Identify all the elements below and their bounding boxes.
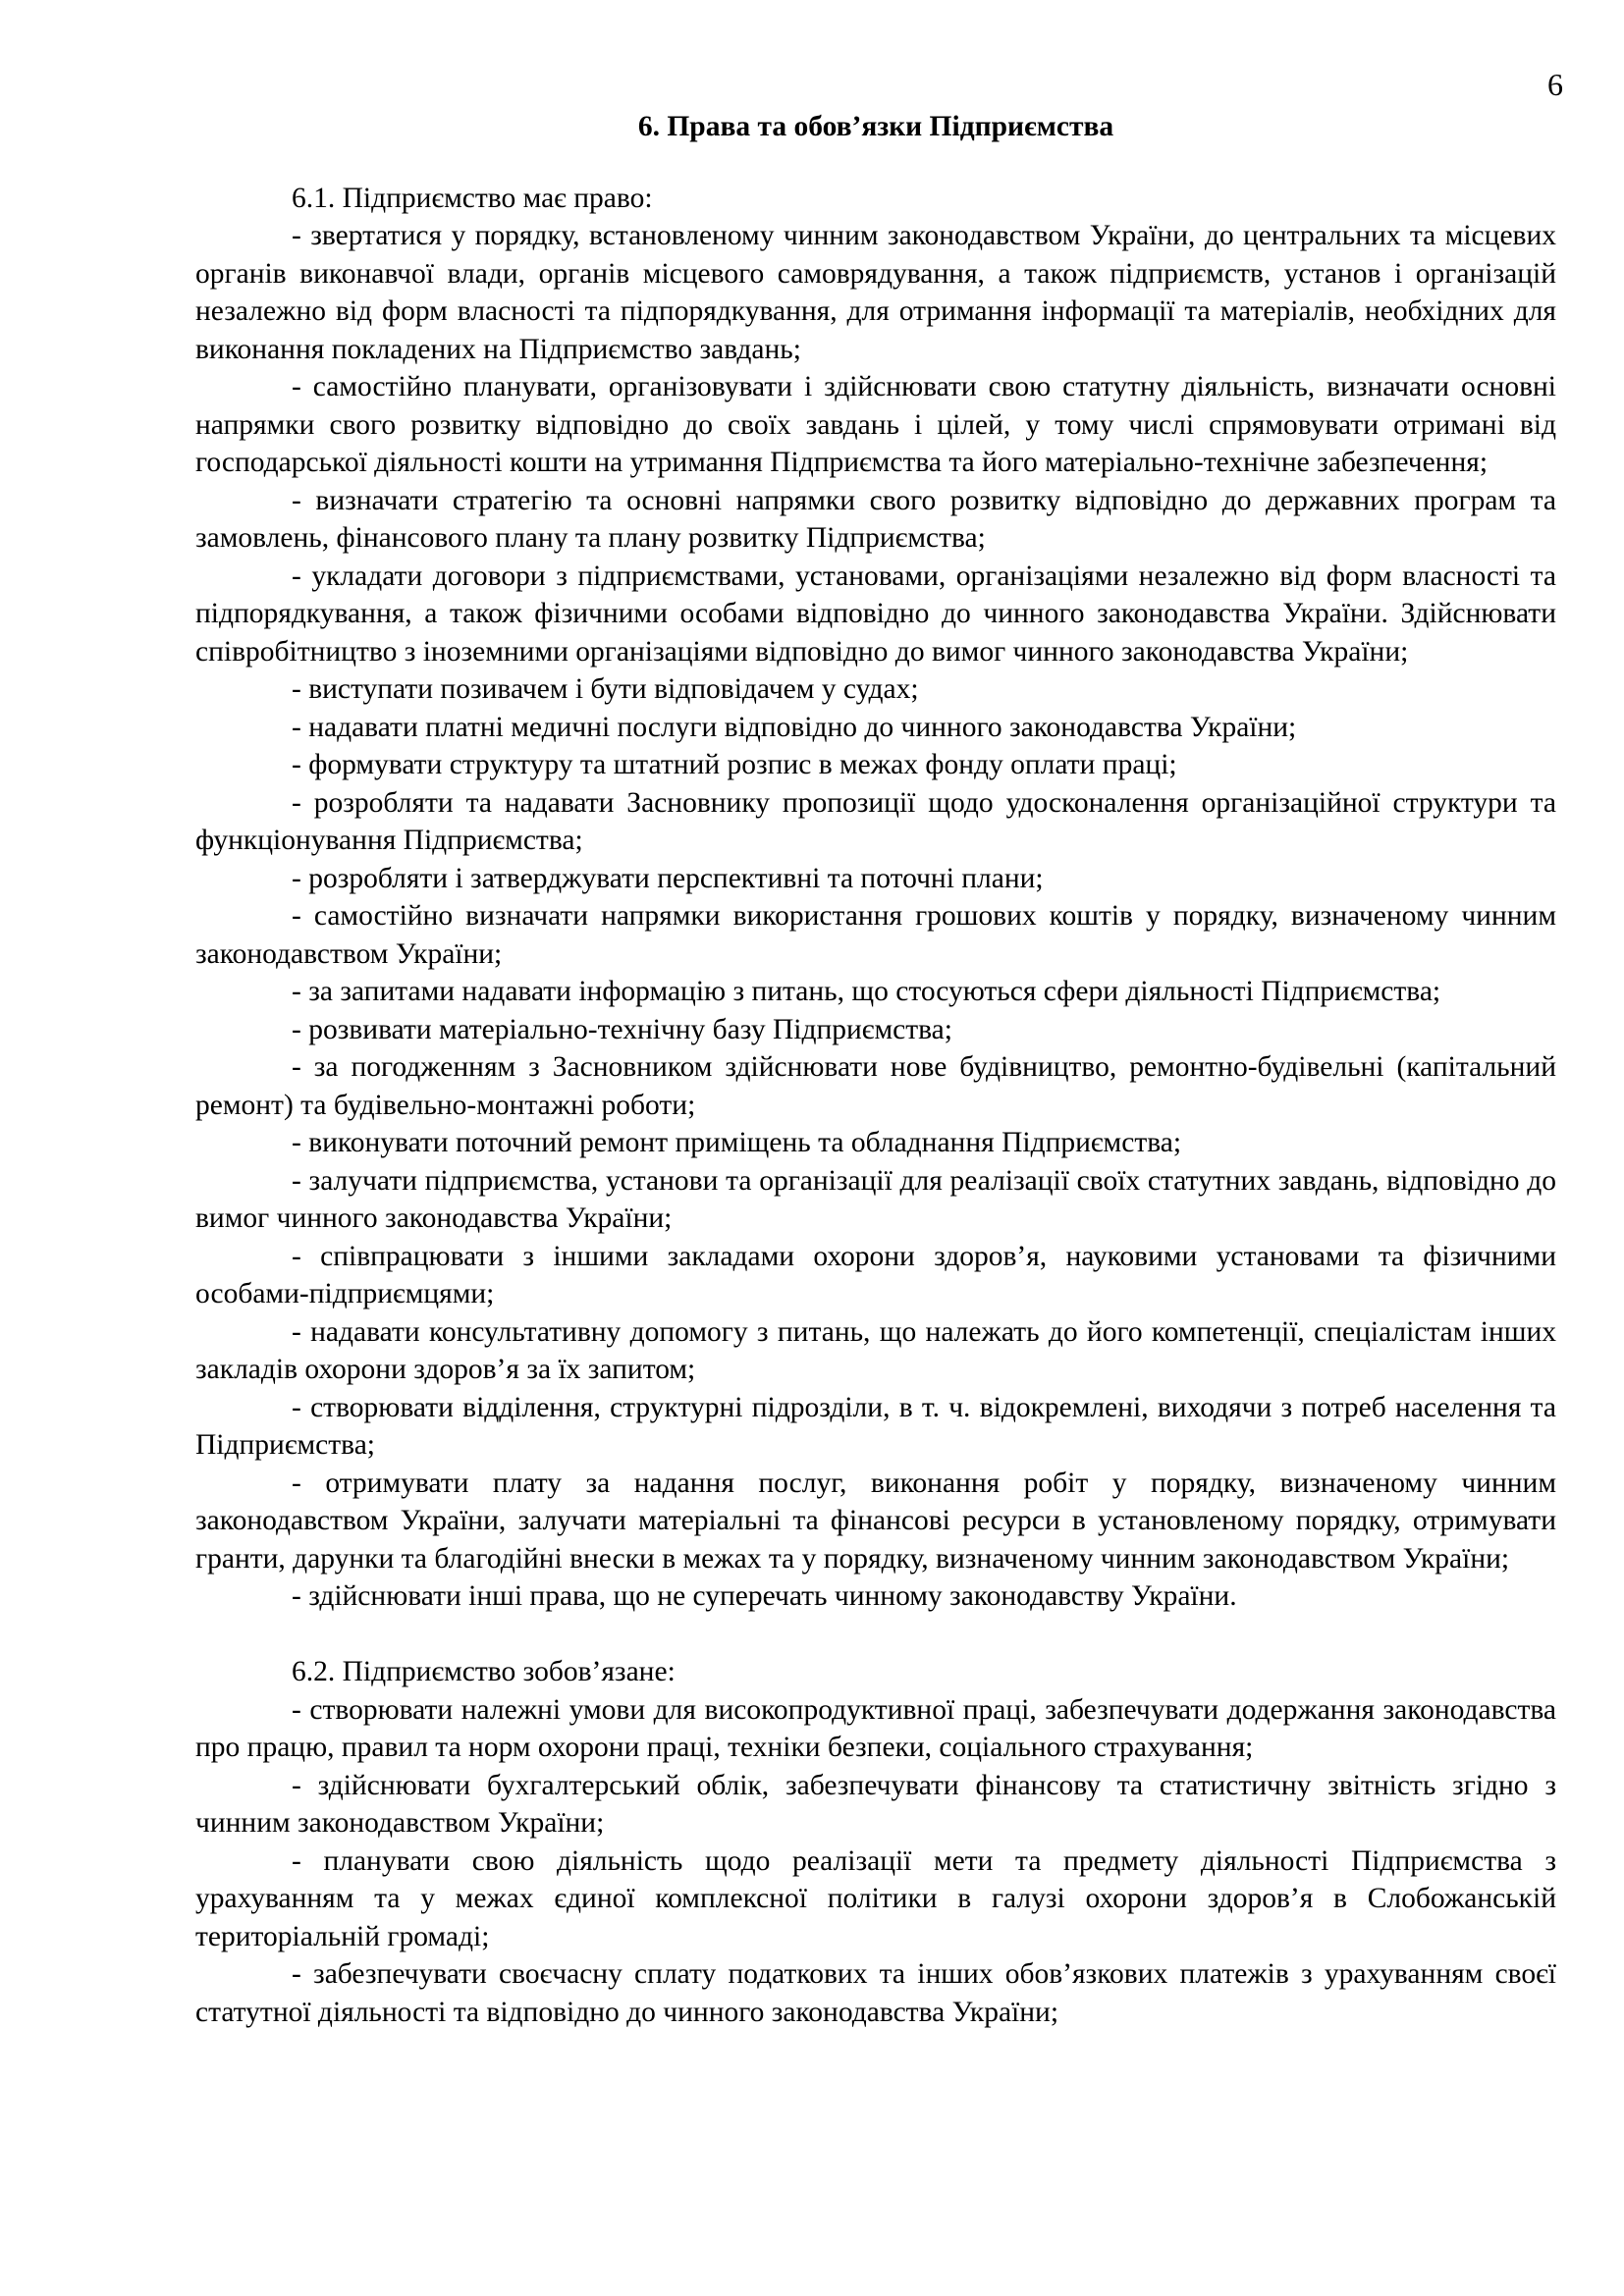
rights-item: - надавати платні медичні послуги відповідно до чинного законодавства України; — [292, 711, 1297, 743]
obligations-section — [195, 1653, 1556, 2031]
obligations-item: - забезпечувати своєчасну сплату податкових та інших обов’язкових платежів з урахуванням своєї статутної діяльності та відповідно до чинного законодавства України; — [195, 1958, 1556, 2028]
obligations-item: - здійснювати бухгалтерський облік, забезпечувати фінансову та статистичну звітність згідно з чинним законодавством України; — [195, 1769, 1556, 1839]
obligations-heading: 6.2. Підприємство зобов’язане: — [292, 1656, 676, 1687]
rights-item: - самостійно визначати напрямки використання грошових коштів у порядку, визначеному чинним законодавством України; — [195, 900, 1556, 970]
rights-item: - виступати позивачем і бути відповідачем у судах; — [292, 673, 919, 705]
rights-item: - здійснювати інші права, що не суперечать чинному законодавству України. — [292, 1580, 1237, 1612]
rights-item: - надавати консультативну допомогу з питань, що належать до його компетенції, спеціалістам інших закладів охорони здоров’я за їх запитом; — [195, 1315, 1556, 1385]
rights-item: - самостійно планувати, організовувати і здійснювати свою статутну діяльність, визначати основні напрямки свого розвитку відповідно до своїх завдань і цілей, у тому числі спрямовувати отримані від господарської діяльності кошти на утримання Підприємства та його матеріально-технічне забезпечення; — [195, 371, 1556, 478]
document-body — [195, 108, 1556, 2031]
page-number: 6 — [1547, 67, 1563, 102]
rights-item: - формувати структуру та штатний розпис в межах фонду оплати праці; — [292, 749, 1177, 780]
rights-item: - розробляти і затверджувати перспективні та поточні плани; — [292, 862, 1044, 894]
section-title: 6. Права та обов’язки Підприємства — [637, 111, 1114, 142]
obligations-item: - створювати належні умови для високопродуктивної праці, забезпечувати додержання законодавства про працю, правил та норм охорони праці, техніки безпеки, соціального страхування; — [195, 1693, 1556, 1763]
rights-item: - укладати договори з підприємствами, установами, організаціями незалежно від форм власності та підпорядкування, а також фізичними особами відповідно до чинного законодавства України. Здійснювати співробітництво з іноземними організаціями відповідно до вимог чинного законодавства України; — [195, 560, 1556, 667]
rights-item: - виконувати поточний ремонт приміщень та обладнання Підприємства; — [292, 1127, 1182, 1158]
rights-heading: 6.1. Підприємство має право: — [292, 182, 653, 214]
rights-item: - залучати підприємства, установи та організації для реалізації своїх статутних завдань, відповідно до вимог чинного законодавства України; — [195, 1164, 1556, 1234]
rights-item: - звертатися у порядку, встановленому чинним законодавством України, до центральних та місцевих органів виконавчої влади, органів місцевого самоврядування, а також підприємств, установ і організацій незалежно від форм власності та підпорядкування, для отримання інформації та матеріалів, необхідних для виконання покладених на Підприємство завдань; — [195, 220, 1556, 365]
rights-item: - отримувати плату за надання послуг, виконання робіт у порядку, визначеному чинним законодавством України, залучати матеріальні та фінансові ресурси в установленому порядку, отримувати гранти, дарунки та благодійні внески в межах та у порядку, визначеному чинним законодавством України; — [195, 1467, 1556, 1575]
rights-item: - розвивати матеріально-технічну базу Підприємства; — [292, 1013, 952, 1045]
rights-item: - розробляти та надавати Засновнику пропозиції щодо удосконалення організаційної структури та функціонування Підприємства; — [195, 786, 1556, 856]
section-spacer — [195, 1616, 1556, 1654]
rights-item: - визначати стратегію та основні напрямки свого розвитку відповідно до державних програм та замовлень, фінансового плану та плану розвитку Підприємства; — [195, 484, 1556, 554]
rights-item: - співпрацювати з іншими закладами охорони здоров’я, науковими установами та фізичними особами-підприємцями; — [195, 1240, 1556, 1309]
rights-item: - за погодженням з Засновником здійснювати нове будівництво, ремонтно-будівельні (капітальний ремонт) та будівельно-монтажні роботи; — [195, 1051, 1556, 1121]
rights-section — [195, 180, 1556, 1616]
obligations-item: - планувати свою діяльність щодо реалізації мети та предмету діяльності Підприємства з урахуванням та у межах єдиної комплексної політики в галузі охорони здоров’я в Слобожанській територіальній громаді; — [195, 1844, 1556, 1952]
rights-item: - створювати відділення, структурні підрозділи, в т. ч. відокремлені, виходячи з потреб населення та Підприємства; — [195, 1391, 1556, 1461]
rights-item: - за запитами надавати інформацію з питань, що стосуються сфери діяльності Підприємства; — [292, 976, 1441, 1007]
